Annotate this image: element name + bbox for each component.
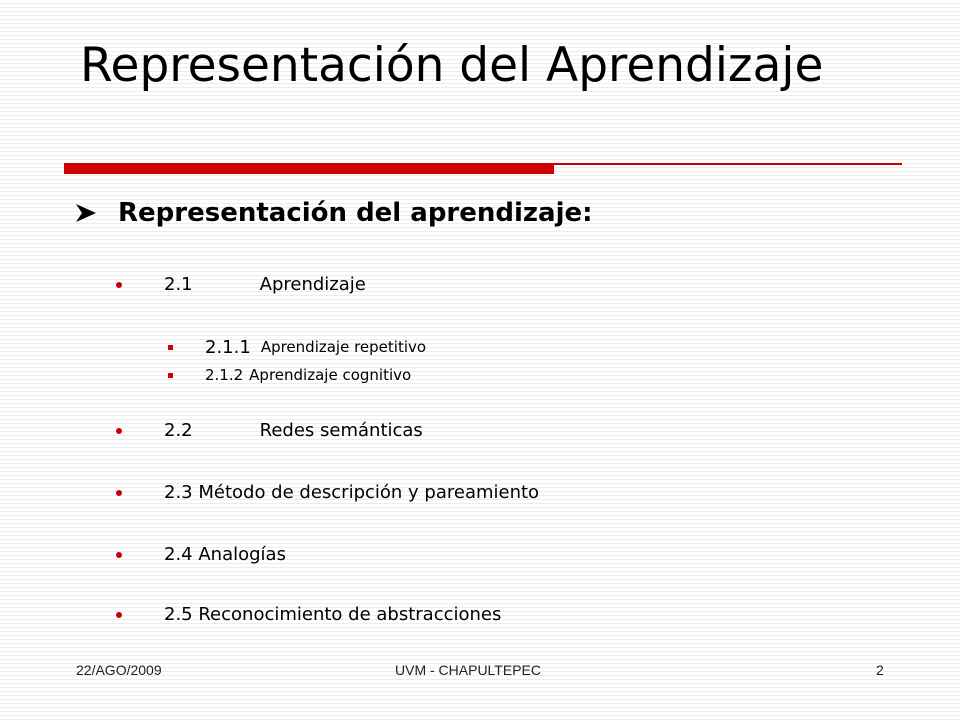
arrowhead-check-icon	[74, 193, 98, 233]
footer-date: 22/AGO/2009	[76, 662, 162, 678]
list-item-code: 2.1	[164, 274, 193, 295]
footer-center-text: UVM - CHAPULTEPEC	[395, 662, 541, 678]
list-item-code: 2.2	[164, 420, 193, 441]
list-item-text: 2.5 Reconocimiento de abstracciones	[164, 604, 502, 625]
page-number: 2	[876, 662, 884, 678]
section-heading	[74, 193, 593, 233]
list-item-aprendizaje	[116, 273, 366, 297]
list-item-label: Aprendizaje	[259, 274, 366, 295]
list-item-redes-semanticas	[116, 419, 423, 443]
round-dot-icon	[116, 552, 122, 558]
list-item-label: Redes semánticas	[259, 420, 423, 441]
sub-list-item-label: Aprendizaje repetitivo	[260, 338, 427, 356]
round-dot-icon	[116, 490, 122, 496]
list-item-text: 2.4 Analogías	[164, 544, 286, 565]
sub-list-item-label: Aprendizaje cognitivo	[249, 366, 412, 384]
sub-list-item-cognitivo	[168, 364, 411, 386]
sub-list-item-code: 2.1.2	[205, 366, 244, 384]
round-dot-icon	[116, 612, 122, 618]
square-bullet-icon	[168, 373, 173, 378]
round-dot-icon	[116, 282, 122, 288]
square-bullet-icon	[168, 345, 173, 350]
section-heading-text: Representación del aprendizaje:	[118, 198, 593, 228]
list-item-analogias	[116, 543, 286, 567]
title-underline-thick	[64, 164, 554, 174]
list-item-metodo-descripcion	[116, 481, 539, 505]
list-item-text: 2.3 Método de descripción y pareamiento	[164, 482, 540, 503]
list-item-abstracciones	[116, 603, 501, 627]
sub-list-item-code: 2.1.1	[205, 336, 251, 358]
sub-list-item-repetitivo	[168, 335, 426, 359]
round-dot-icon	[116, 428, 122, 434]
slide-title: Representación del Aprendizaje	[80, 38, 824, 93]
